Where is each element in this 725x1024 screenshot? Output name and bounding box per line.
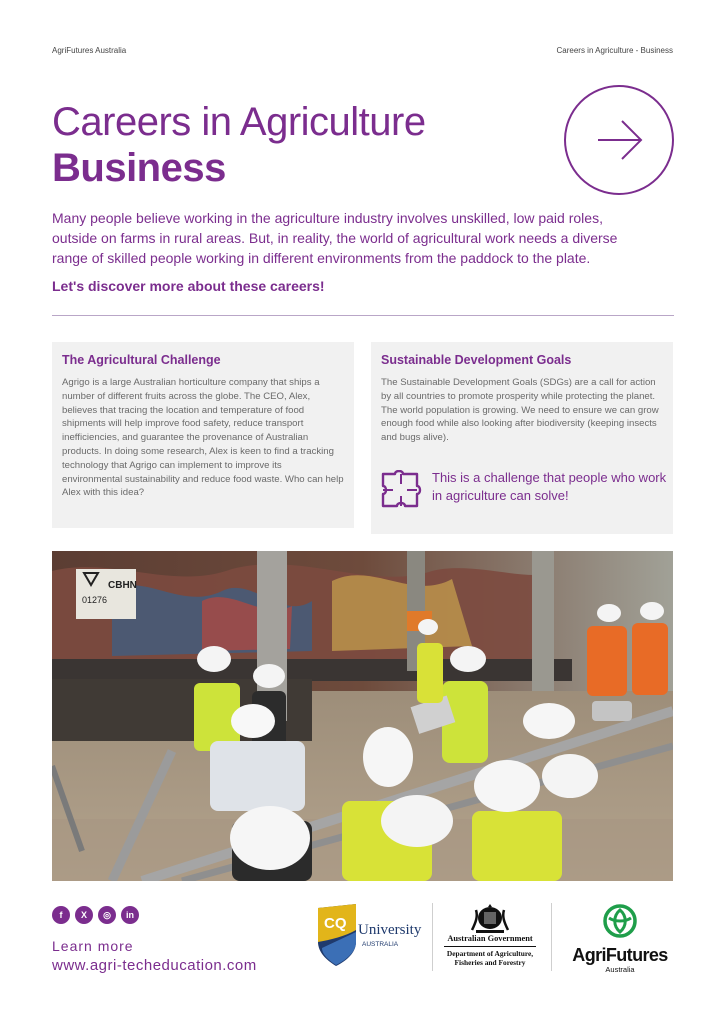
sign-text-cbhn: CBHN: [108, 580, 137, 591]
sign-text-number: 01276: [82, 595, 108, 605]
cq-mark-text: CQ: [324, 915, 347, 932]
learn-more-label: Learn more: [52, 938, 134, 954]
website-link[interactable]: www.agri-techeducation.com: [52, 957, 257, 974]
logo-divider-1: [432, 903, 433, 971]
logo-divider-2: [551, 903, 552, 971]
gov-rule: [444, 946, 536, 947]
social-links: [52, 906, 139, 924]
site-visit-photo: [52, 551, 673, 881]
cq-sub-text: AUSTRALIA: [362, 941, 399, 948]
agrifutures-sub: Australia: [605, 965, 635, 974]
section-divider: [52, 315, 674, 316]
gov-name: Australian Government: [447, 934, 533, 943]
students-at-grain-terminal-image: [52, 551, 673, 881]
challenge-body: Agrigo is a large Australian horticulture company that ships a number of different fruits across the globe. The CEO, Alex, believes that tracing the location and temperature of food shipments will help improve food safety, reduce transport inefficiencies, and guarantee the provenance of Australian products. In doing some research, Alex is keen to find a tracking technology that Agrigo can implement to improve its environmental sustainability and reduce food waste. Who can help Alex with this idea?: [62, 377, 344, 499]
x-icon[interactable]: X: [75, 906, 93, 924]
linkedin-icon[interactable]: in: [121, 906, 139, 924]
sdg-callout: [381, 466, 671, 516]
next-arrow-button[interactable]: [564, 85, 674, 195]
intro-paragraph: Many people believe working in the agriculture industry involves unskilled, low paid roles, outside on farms in rural areas. But, in reality, the world of agricultural work needs a diverse range of skilled people working in different environments from the paddock to the plate.: [52, 210, 618, 266]
gov-dept-line1: Department of Agriculture,: [446, 949, 534, 958]
agrifutures-logo: [560, 904, 680, 984]
instagram-icon[interactable]: ◎: [98, 906, 116, 924]
agrifutures-emblem-icon: [603, 904, 637, 938]
header-organisation: AgriFutures Australia: [52, 46, 127, 55]
sdg-heading: Sustainable Development Goals: [381, 353, 572, 367]
sdg-body: The Sustainable Development Goals (SDGs) are a call for action by all countries to promote prosperity while protecting the planet. The world population is growing. We need to ensure we can grow enough food while also looking after biodiversity (keeping insects and bugs alive).: [381, 377, 659, 444]
agrifutures-name: AgriFutures: [572, 945, 668, 965]
challenge-heading: The Agricultural Challenge: [62, 353, 221, 367]
facebook-icon[interactable]: f: [52, 906, 70, 924]
arrow-right-icon: [566, 87, 676, 197]
agricultural-challenge-panel: [52, 342, 354, 528]
sdg-callout-text: This is a challenge that people who work in agriculture can solve!: [432, 470, 667, 503]
header-document-title: Careers in Agriculture - Business: [556, 46, 673, 55]
cq-university-logo: [316, 902, 426, 968]
cq-name-text: University: [358, 922, 422, 938]
australian-government-logo: [440, 904, 540, 970]
puzzle-icon: [381, 470, 423, 510]
page-title: Careers in Agriculture: [52, 100, 426, 144]
gov-dept-line2: Fisheries and Forestry: [454, 958, 526, 967]
intro-call-to-action: Let's discover more about these careers!: [52, 278, 325, 294]
coat-of-arms-icon: [468, 904, 512, 934]
page-subtitle: Business: [52, 146, 226, 190]
sdg-panel: [371, 342, 673, 534]
